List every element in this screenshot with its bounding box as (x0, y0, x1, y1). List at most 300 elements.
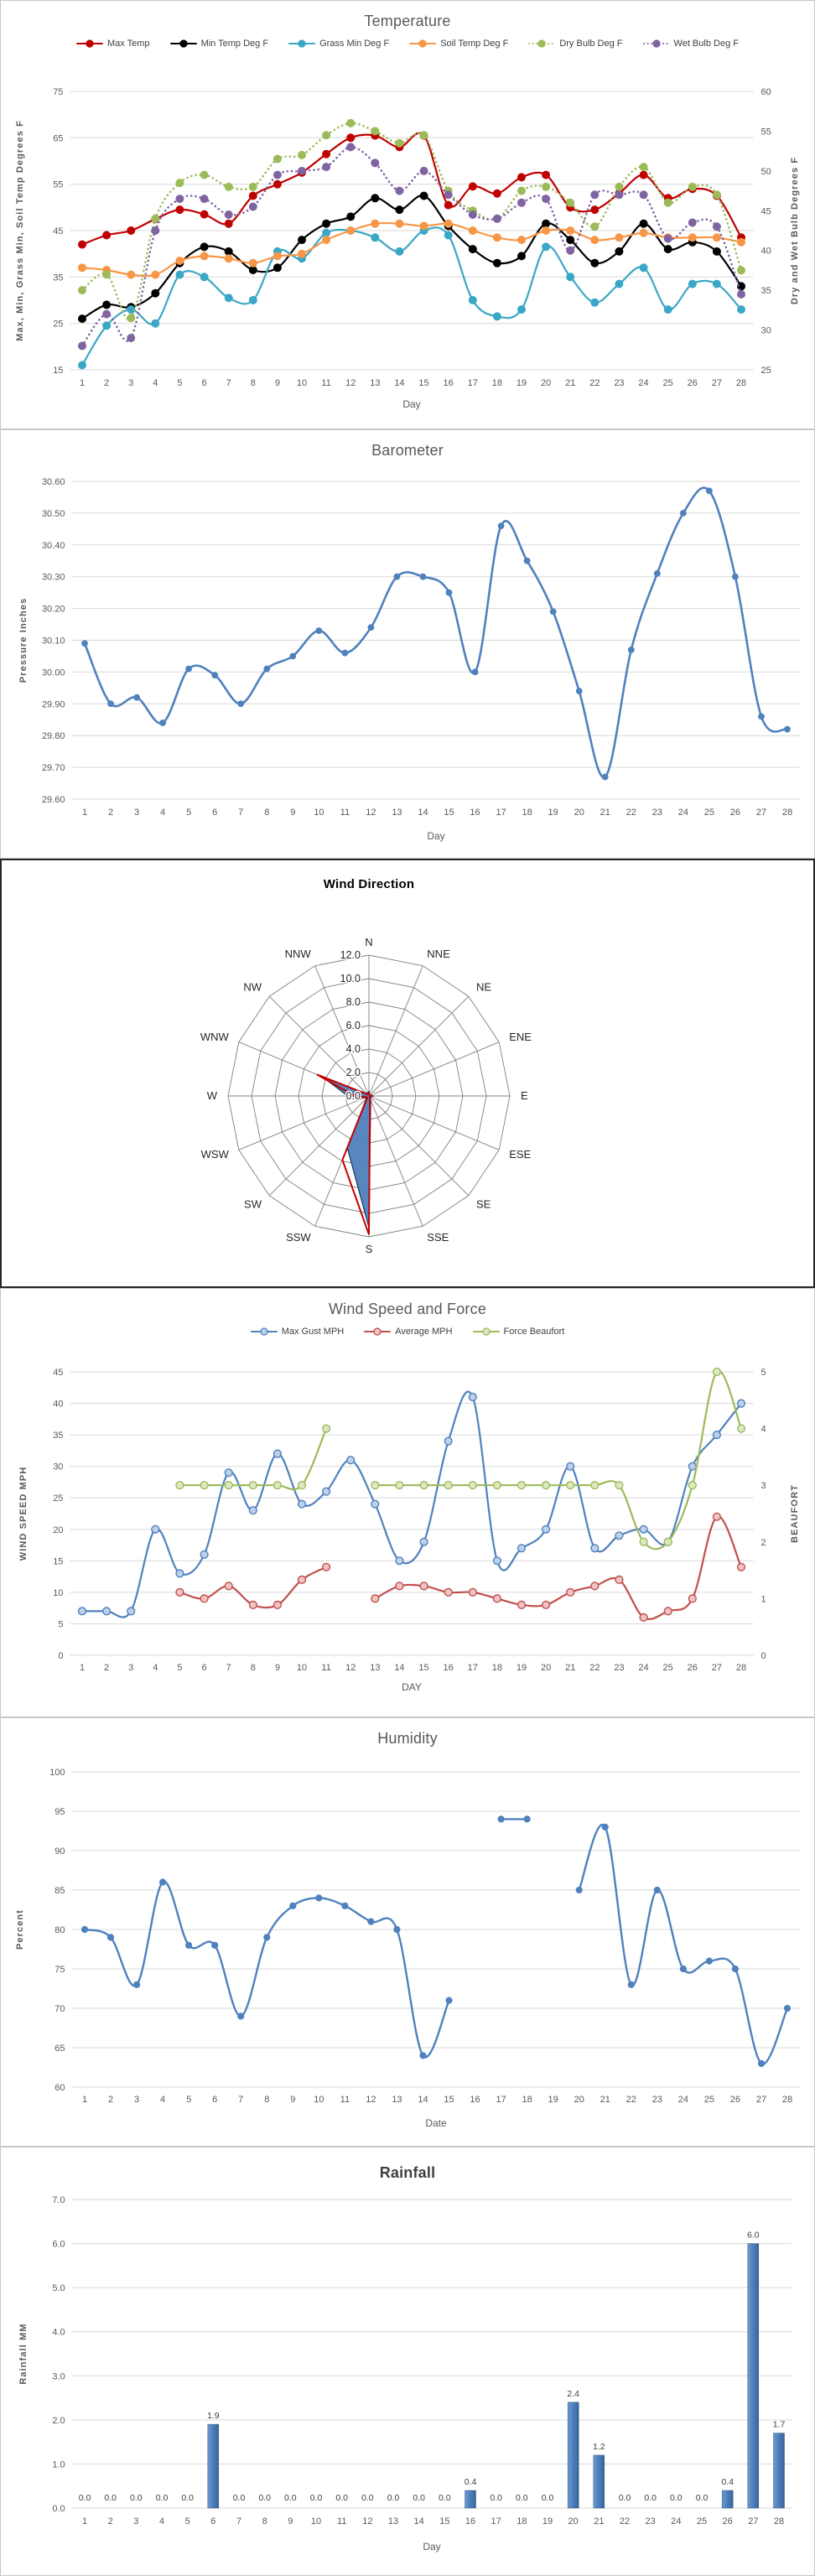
legend-item-dry-bulb-deg-f (528, 39, 622, 49)
svg-text:30.20: 30.20 (41, 604, 65, 615)
svg-text:85: 85 (55, 1886, 65, 1896)
legend-item-label: Min Temp Deg F (200, 39, 269, 49)
svg-text:DAY: DAY (402, 1681, 422, 1693)
svg-text:13: 13 (370, 1663, 381, 1673)
svg-text:WIND SPEED MPH: WIND SPEED MPH (18, 1466, 29, 1561)
legend-marker-icon (76, 39, 103, 49)
svg-text:6: 6 (212, 808, 218, 818)
svg-text:9: 9 (274, 378, 280, 388)
svg-text:65: 65 (55, 2044, 65, 2054)
svg-text:90: 90 (55, 1846, 65, 1857)
svg-text:NNW: NNW (284, 947, 311, 960)
svg-text:0.0: 0.0 (78, 2493, 91, 2503)
y-axis-tick-labels (53, 1368, 63, 1661)
svg-text:4: 4 (158, 2516, 165, 2527)
svg-text:15: 15 (53, 1556, 64, 1567)
svg-text:6: 6 (212, 2095, 218, 2105)
gridlines (70, 1372, 753, 1655)
svg-text:9: 9 (290, 808, 296, 818)
x-axis-tick-labels (82, 808, 792, 818)
x-axis-tick-labels (82, 2516, 784, 2527)
svg-text:20: 20 (540, 1663, 552, 1673)
svg-text:20: 20 (568, 2516, 579, 2527)
svg-text:6: 6 (201, 1663, 207, 1673)
svg-text:9: 9 (274, 1663, 280, 1673)
svg-text:100: 100 (49, 1768, 65, 1778)
svg-text:21: 21 (565, 1663, 576, 1673)
svg-text:15: 15 (444, 2095, 454, 2105)
legend-marker-icon (409, 39, 436, 49)
svg-text:22: 22 (589, 378, 600, 388)
svg-text:14: 14 (413, 2516, 424, 2527)
svg-text:0.0: 0.0 (413, 2493, 425, 2503)
svg-text:0.4: 0.4 (721, 2476, 734, 2487)
svg-text:25: 25 (662, 1663, 673, 1673)
svg-text:29.70: 29.70 (41, 763, 65, 774)
svg-text:16: 16 (470, 2095, 480, 2105)
svg-text:30.00: 30.00 (41, 667, 65, 678)
svg-text:28: 28 (781, 2095, 793, 2105)
svg-text:7: 7 (238, 2095, 244, 2105)
svg-text:8.0: 8.0 (345, 996, 361, 1008)
legend-item-label: Dry Bulb Deg F (559, 39, 623, 49)
svg-text:6: 6 (210, 2516, 216, 2527)
svg-text:45: 45 (760, 206, 771, 217)
svg-text:24: 24 (638, 1663, 649, 1673)
svg-text:30: 30 (53, 1462, 64, 1472)
svg-text:4: 4 (160, 808, 166, 818)
right-axis-tick-labels (761, 87, 771, 376)
svg-text:N: N (365, 936, 373, 948)
svg-text:8: 8 (264, 808, 270, 818)
svg-text:19: 19 (542, 2516, 553, 2527)
svg-text:1: 1 (81, 2095, 88, 2105)
svg-text:2.0: 2.0 (345, 1067, 361, 1078)
svg-text:11: 11 (321, 1663, 331, 1673)
svg-text:7: 7 (238, 808, 244, 818)
svg-text:21: 21 (594, 2516, 605, 2527)
svg-text:9: 9 (288, 2516, 293, 2527)
svg-text:22: 22 (619, 2516, 631, 2527)
gridlines (71, 481, 800, 799)
temperature-chart-title: Temperature (364, 13, 451, 29)
legend-item-label: Wet Bulb Deg F (673, 39, 739, 49)
right-axis-title (790, 157, 800, 304)
svg-text:23: 23 (614, 378, 625, 388)
svg-text:80: 80 (55, 1925, 65, 1935)
svg-text:23: 23 (651, 2095, 662, 2105)
svg-text:0.0: 0.0 (387, 2493, 400, 2503)
svg-text:45: 45 (53, 226, 64, 236)
svg-text:0.0: 0.0 (155, 2493, 169, 2503)
svg-text:11: 11 (340, 808, 350, 818)
svg-text:15: 15 (53, 366, 64, 376)
svg-text:27: 27 (748, 2516, 759, 2527)
svg-text:10: 10 (53, 1587, 64, 1598)
rainfall-chart-title: Rainfall (379, 2164, 436, 2181)
svg-text:1: 1 (81, 808, 88, 818)
svg-text:11: 11 (336, 2516, 347, 2527)
legend-item-min-temp-deg-f (170, 39, 269, 49)
svg-text:25: 25 (760, 366, 771, 376)
svg-text:16: 16 (470, 808, 480, 818)
svg-text:6.0: 6.0 (52, 2239, 65, 2250)
svg-text:0.0: 0.0 (695, 2493, 709, 2503)
temperature-chart-legend (1, 39, 814, 49)
series-grass-min-deg-f (79, 227, 745, 369)
svg-text:6: 6 (201, 378, 207, 388)
rainfall-bar-labels (79, 2231, 786, 2503)
series-max-gust-mph (79, 1392, 745, 1618)
svg-text:16: 16 (443, 378, 454, 388)
y-axis-tick-labels (53, 87, 63, 376)
svg-text:0.0: 0.0 (232, 2493, 246, 2503)
legend-marker-icon (170, 39, 197, 49)
svg-text:4: 4 (160, 2095, 166, 2105)
svg-text:1: 1 (760, 1594, 766, 1605)
rainfall-chart-panel (0, 2147, 815, 2576)
svg-text:SW: SW (244, 1197, 262, 1211)
svg-text:0.0: 0.0 (309, 2493, 323, 2503)
svg-text:ESE: ESE (509, 1148, 532, 1161)
svg-text:Date: Date (425, 2117, 447, 2129)
svg-text:27: 27 (755, 2095, 767, 2105)
svg-text:27: 27 (711, 378, 723, 388)
svg-text:7: 7 (226, 1663, 231, 1673)
svg-text:13: 13 (392, 2095, 402, 2105)
humidity-chart (1, 1718, 815, 2147)
series-force-beaufort (176, 1368, 745, 1550)
svg-text:25: 25 (696, 2516, 708, 2527)
svg-text:10: 10 (314, 808, 324, 818)
svg-text:Max, Min, Grass Min, Soil Temp: Max, Min, Grass Min, Soil Temp Degrees F (15, 120, 25, 341)
humidity-chart-title: Humidity (377, 1730, 438, 1747)
svg-text:20: 20 (53, 1524, 64, 1535)
svg-text:55: 55 (53, 179, 64, 190)
right-axis-title (790, 1484, 800, 1543)
x-axis-tick-labels (80, 378, 746, 388)
svg-text:0.0: 0.0 (258, 2493, 271, 2503)
svg-text:60: 60 (760, 87, 771, 97)
svg-text:30.50: 30.50 (41, 508, 65, 519)
svg-text:18: 18 (522, 808, 532, 818)
legend-item-label: Average MPH (395, 1327, 453, 1337)
svg-text:21: 21 (565, 378, 576, 388)
svg-text:3: 3 (128, 378, 134, 388)
svg-text:35: 35 (53, 1431, 64, 1441)
svg-text:22: 22 (626, 2095, 636, 2105)
svg-text:Day: Day (423, 2541, 441, 2553)
svg-text:10: 10 (314, 2095, 324, 2105)
svg-text:26: 26 (687, 378, 698, 388)
svg-text:1.9: 1.9 (207, 2411, 220, 2422)
legend-marker-icon (528, 39, 555, 49)
svg-text:1: 1 (81, 2516, 88, 2527)
svg-text:22: 22 (589, 1663, 600, 1673)
svg-text:12: 12 (345, 1663, 356, 1673)
svg-text:ENE: ENE (509, 1031, 532, 1043)
svg-text:0.0: 0.0 (439, 2493, 451, 2503)
svg-text:Day: Day (427, 830, 445, 842)
legend-item-grass-min-deg-f (288, 39, 389, 49)
legend-marker-icon (251, 1327, 278, 1337)
svg-text:15: 15 (418, 378, 429, 388)
svg-text:20: 20 (574, 2095, 584, 2105)
legend-item-force-beaufort (473, 1327, 565, 1337)
svg-text:NW: NW (243, 980, 262, 994)
svg-text:17: 17 (467, 1663, 478, 1673)
x-axis-title (402, 1681, 422, 1693)
svg-text:5: 5 (58, 1619, 64, 1630)
svg-text:0.0: 0.0 (345, 1090, 361, 1102)
svg-text:13: 13 (392, 808, 402, 818)
svg-text:24: 24 (677, 808, 688, 818)
svg-text:0.0: 0.0 (52, 2504, 65, 2514)
y-axis-title (18, 1467, 29, 1561)
svg-text:30: 30 (760, 325, 771, 336)
wind-direction-chart-title: Wind Direction (323, 877, 415, 891)
svg-text:75: 75 (53, 87, 64, 97)
svg-text:Percent: Percent (15, 1909, 25, 1950)
svg-text:19: 19 (516, 1663, 527, 1673)
temperature-chart (1, 1, 815, 429)
svg-text:3: 3 (134, 2095, 140, 2105)
svg-text:18: 18 (517, 2516, 527, 2527)
svg-text:Rainfall MM: Rainfall MM (18, 2323, 29, 2385)
svg-text:2: 2 (760, 1537, 766, 1548)
wind-speed-chart-title: Wind Speed and Force (328, 1301, 487, 1317)
svg-text:7: 7 (236, 2516, 242, 2527)
svg-text:13: 13 (370, 378, 381, 388)
svg-text:10: 10 (310, 2516, 322, 2527)
barometer-chart-panel (0, 429, 815, 859)
svg-text:6.0: 6.0 (345, 1020, 361, 1031)
svg-text:WSW: WSW (200, 1148, 229, 1161)
svg-text:0.4: 0.4 (464, 2476, 477, 2487)
svg-text:95: 95 (55, 1807, 65, 1817)
svg-text:60: 60 (55, 2083, 65, 2093)
svg-text:5.0: 5.0 (52, 2283, 65, 2294)
svg-text:17: 17 (491, 2516, 501, 2527)
svg-text:8: 8 (250, 378, 256, 388)
svg-text:4: 4 (153, 1663, 158, 1673)
svg-text:2: 2 (107, 808, 114, 818)
series-humidity (82, 1816, 791, 2066)
svg-text:25: 25 (703, 808, 715, 818)
svg-text:35: 35 (760, 286, 771, 297)
svg-text:30.40: 30.40 (41, 540, 65, 551)
svg-text:18: 18 (491, 1663, 503, 1673)
svg-text:12: 12 (345, 378, 356, 388)
legend-item-max-temp (76, 39, 150, 49)
svg-text:14: 14 (418, 808, 428, 818)
svg-text:19: 19 (548, 808, 558, 818)
svg-text:6.0: 6.0 (747, 2230, 760, 2241)
svg-text:27: 27 (755, 808, 767, 818)
svg-text:16: 16 (465, 2516, 476, 2527)
svg-text:2.0: 2.0 (52, 2415, 65, 2426)
legend-item-label: Max Temp (107, 39, 150, 49)
svg-text:12: 12 (366, 2095, 376, 2105)
svg-text:2: 2 (104, 1663, 110, 1673)
svg-text:8: 8 (264, 2095, 270, 2105)
svg-text:15: 15 (439, 2516, 450, 2527)
svg-text:2.4: 2.4 (567, 2388, 579, 2399)
right-axis-tick-labels (761, 1368, 766, 1661)
svg-text:0: 0 (760, 1651, 766, 1661)
svg-text:11: 11 (321, 378, 331, 388)
gridlines (72, 2199, 792, 2508)
svg-text:3.0: 3.0 (52, 2371, 65, 2382)
svg-text:26: 26 (729, 2095, 741, 2105)
svg-text:19: 19 (548, 2095, 558, 2105)
svg-text:0.0: 0.0 (644, 2493, 657, 2503)
x-axis-title (423, 2541, 440, 2553)
radial-axis-labels (340, 949, 361, 1102)
svg-text:17: 17 (496, 808, 506, 818)
svg-text:24: 24 (638, 378, 649, 388)
svg-text:21: 21 (600, 2095, 610, 2105)
svg-text:70: 70 (55, 2004, 65, 2014)
svg-text:5: 5 (177, 1663, 183, 1673)
svg-text:25: 25 (662, 378, 673, 388)
svg-text:0.0: 0.0 (361, 2493, 374, 2503)
svg-text:5: 5 (184, 2516, 190, 2527)
svg-text:25: 25 (53, 1493, 64, 1504)
rainfall-chart (1, 2148, 815, 2576)
legend-marker-icon (364, 1327, 391, 1337)
svg-text:7: 7 (226, 378, 231, 388)
svg-text:20: 20 (574, 808, 584, 818)
svg-text:5: 5 (186, 2095, 192, 2105)
svg-text:14: 14 (418, 2095, 428, 2105)
svg-text:11: 11 (340, 2095, 350, 2105)
wind-direction-radar-chart (2, 860, 813, 1286)
svg-text:45: 45 (53, 1368, 64, 1378)
svg-text:1: 1 (79, 1663, 86, 1673)
svg-text:22: 22 (626, 808, 636, 818)
legend-item-label: Grass Min Deg F (319, 39, 390, 49)
svg-text:10: 10 (296, 378, 308, 388)
svg-text:NE: NE (476, 980, 492, 994)
svg-text:30.30: 30.30 (41, 572, 65, 583)
svg-text:16: 16 (443, 1663, 454, 1673)
x-axis-tick-labels (82, 2095, 792, 2105)
y-axis-tick-labels (42, 477, 65, 805)
svg-text:5: 5 (186, 808, 192, 818)
svg-text:15: 15 (418, 1663, 429, 1673)
svg-text:18: 18 (491, 378, 503, 388)
svg-text:BEAUFORT: BEAUFORT (790, 1484, 800, 1543)
svg-text:24: 24 (677, 2095, 688, 2105)
svg-text:0.0: 0.0 (541, 2493, 554, 2503)
svg-text:Day: Day (402, 398, 421, 410)
svg-text:0.0: 0.0 (490, 2493, 502, 2503)
svg-text:2: 2 (107, 2516, 113, 2527)
svg-text:3: 3 (128, 1663, 134, 1673)
svg-text:21: 21 (600, 808, 610, 818)
temperature-chart-panel (0, 0, 815, 429)
svg-text:23: 23 (651, 808, 662, 818)
wind-speed-chart-legend (1, 1327, 814, 1337)
legend-item-wet-bulb-deg-f (643, 39, 739, 49)
svg-text:4.0: 4.0 (52, 2327, 65, 2338)
svg-text:14: 14 (394, 378, 405, 388)
svg-text:1.2: 1.2 (593, 2441, 605, 2452)
svg-text:2: 2 (107, 2095, 114, 2105)
svg-text:0.0: 0.0 (516, 2493, 528, 2503)
svg-text:SSE: SSE (427, 1231, 449, 1244)
svg-text:28: 28 (735, 378, 747, 388)
y-axis-tick-labels (49, 1768, 65, 2093)
svg-text:28: 28 (781, 808, 793, 818)
svg-text:7.0: 7.0 (52, 2195, 65, 2205)
svg-text:0: 0 (58, 1651, 64, 1661)
svg-text:30.10: 30.10 (41, 636, 65, 647)
svg-text:4: 4 (760, 1424, 766, 1435)
svg-text:Dry and Wet Bulb Degrees F: Dry and Wet Bulb Degrees F (790, 156, 800, 305)
svg-text:23: 23 (645, 2516, 656, 2527)
svg-text:12: 12 (362, 2516, 373, 2527)
svg-text:12.0: 12.0 (340, 949, 361, 961)
wind-speed-chart-panel (0, 1288, 815, 1717)
legend-marker-icon (643, 39, 670, 49)
svg-text:SE: SE (476, 1197, 491, 1211)
y-axis-title (15, 120, 25, 341)
svg-text:18: 18 (522, 2095, 532, 2105)
svg-text:0.0: 0.0 (335, 2493, 348, 2503)
barometer-chart (1, 430, 815, 859)
y-axis-title (15, 1909, 25, 1950)
svg-text:0.0: 0.0 (670, 2493, 683, 2503)
x-axis-title (427, 830, 444, 842)
svg-text:13: 13 (387, 2516, 399, 2527)
y-axis-tick-labels (52, 2195, 65, 2514)
svg-text:40: 40 (53, 1399, 64, 1410)
svg-text:3: 3 (760, 1481, 766, 1492)
barometer-chart-title: Barometer (371, 442, 444, 459)
svg-text:9: 9 (290, 2095, 296, 2105)
legend-item-soil-temp-deg-f (409, 39, 508, 49)
svg-text:4.0: 4.0 (345, 1043, 361, 1055)
svg-text:10: 10 (296, 1663, 308, 1673)
svg-text:E: E (521, 1089, 528, 1102)
gridlines (70, 91, 753, 370)
svg-text:0.0: 0.0 (130, 2493, 143, 2503)
svg-text:65: 65 (53, 133, 64, 144)
svg-text:25: 25 (53, 319, 64, 330)
svg-text:25: 25 (703, 2095, 715, 2105)
svg-text:29.80: 29.80 (41, 731, 65, 742)
svg-text:26: 26 (687, 1663, 698, 1673)
x-axis-title (402, 398, 420, 410)
legend-item-label: Soil Temp Deg F (440, 39, 509, 49)
svg-text:24: 24 (671, 2516, 682, 2527)
legend-item-label: Force Beaufort (503, 1327, 565, 1337)
svg-text:30.60: 30.60 (41, 477, 65, 487)
svg-text:12: 12 (366, 808, 376, 818)
svg-text:28: 28 (735, 1663, 747, 1673)
x-axis-tick-labels (80, 1663, 746, 1673)
legend-item-label: Max Gust MPH (281, 1327, 345, 1337)
legend-marker-icon (473, 1327, 500, 1337)
svg-text:55: 55 (760, 127, 771, 138)
svg-text:26: 26 (722, 2516, 733, 2527)
svg-text:29.90: 29.90 (41, 699, 65, 710)
svg-text:5: 5 (760, 1368, 766, 1378)
svg-text:35: 35 (53, 273, 64, 283)
svg-text:1.0: 1.0 (52, 2459, 65, 2470)
